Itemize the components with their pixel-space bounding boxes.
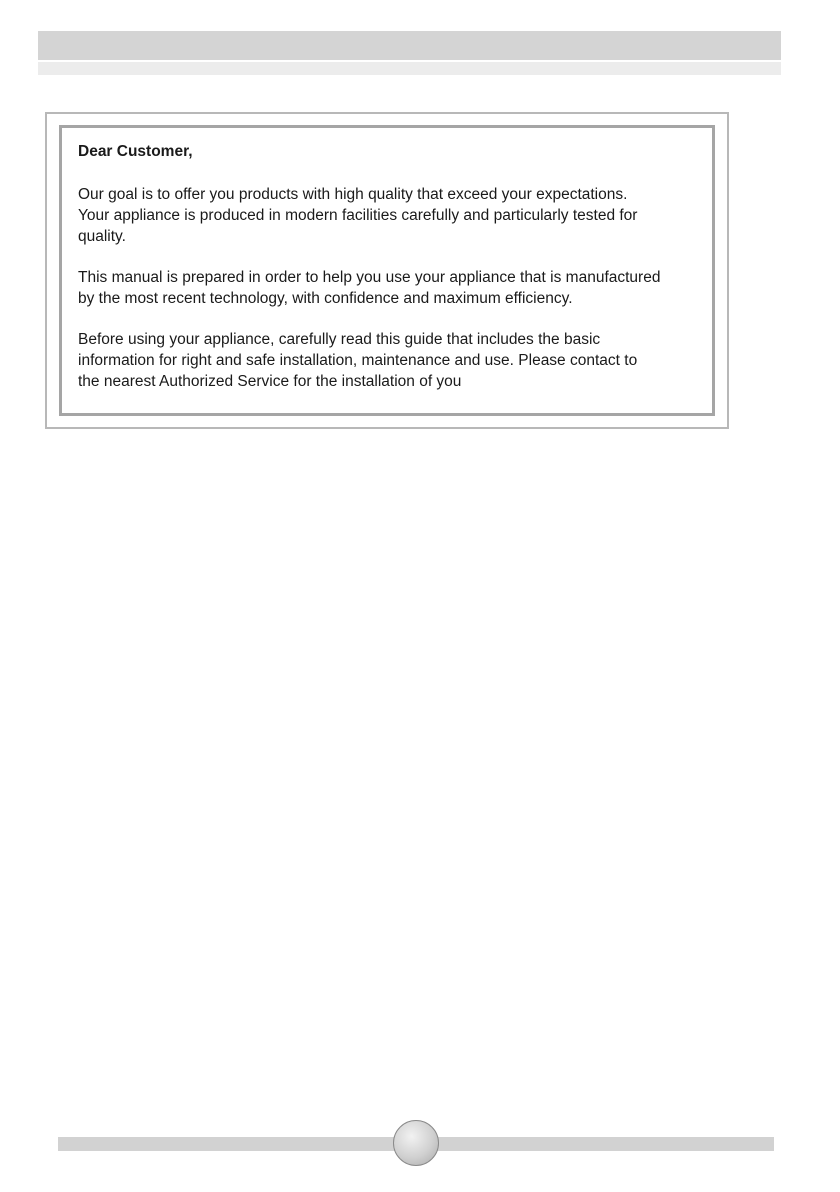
letter-paragraph-before-use: Before using your appliance, carefully read this guide that includes the basic information for right and safe installation, maintenance and use. Please contact to the nearest Authorized Service for the installation of you	[78, 331, 638, 390]
customer-letter-frame	[45, 112, 729, 429]
header-bar	[38, 31, 781, 60]
letter-paragraph-goal: Our goal is to offer you products with high quality that exceed your expectations. Your appliance is produced in modern facilities carefully and particularly tested for quality.	[78, 186, 638, 245]
customer-letter-box	[59, 125, 715, 416]
header-sub-bar	[38, 62, 781, 75]
letter-greeting: Dear Customer,	[78, 143, 193, 160]
letter-paragraph-manual: This manual is prepared in order to help you use your appliance that is manufactured by the most recent technology, with confidence and maximum efficiency.	[78, 269, 661, 307]
page-number-badge	[393, 1120, 439, 1166]
